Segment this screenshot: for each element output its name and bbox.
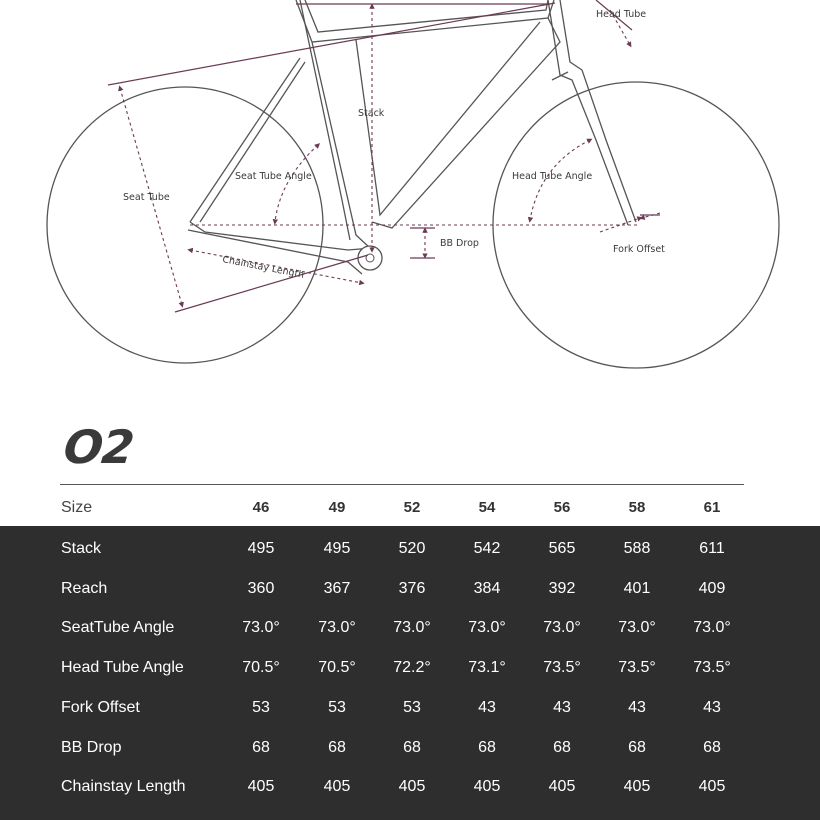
table-cell: 392 — [548, 579, 576, 597]
table-cell: 73.0° — [318, 619, 356, 637]
table-cell: 73.5° — [618, 659, 656, 677]
table-cell: 405 — [398, 778, 426, 796]
table-cell: 360 — [247, 579, 275, 597]
table-cell: 53 — [403, 698, 421, 716]
size-header-label: Size — [61, 499, 93, 516]
row-label: SeatTube Angle — [61, 619, 175, 637]
bike-geometry-diagram — [0, 0, 820, 400]
table-cell: 405 — [623, 778, 651, 796]
table-row — [0, 571, 820, 611]
table-cell: 70.5° — [318, 659, 356, 677]
table-cell: 73.0° — [693, 619, 731, 637]
size-col-header: 56 — [553, 499, 571, 516]
size-header-row — [0, 490, 820, 526]
table-cell: 405 — [323, 778, 351, 796]
table-cell: 495 — [247, 540, 275, 557]
table-cell: 73.0° — [393, 619, 431, 637]
label-seat-tube-angle: Seat Tube Angle — [235, 171, 312, 182]
table-cell: 73.1° — [468, 659, 506, 677]
table-cell: 68 — [703, 738, 721, 756]
size-col-header: 61 — [703, 499, 721, 516]
table-cell: 43 — [553, 698, 571, 716]
row-label: Stack — [61, 540, 102, 557]
table-row — [0, 769, 820, 809]
label-bb-drop: BB Drop — [440, 238, 479, 249]
table-row — [0, 610, 820, 650]
size-col-header: 54 — [478, 499, 496, 516]
table-cell: 72.2° — [393, 659, 431, 677]
bottom-bracket — [358, 246, 382, 270]
row-label: BB Drop — [61, 738, 122, 756]
table-cell: 405 — [548, 778, 576, 796]
table-cell: 43 — [703, 698, 721, 716]
table-cell: 520 — [398, 540, 426, 557]
table-cell: 409 — [698, 579, 726, 597]
size-col-header: 58 — [628, 499, 646, 516]
label-stack: Stack — [358, 108, 385, 119]
table-cell: 405 — [247, 778, 275, 796]
table-cell: 73.0° — [543, 619, 581, 637]
table-cell: 73.0° — [618, 619, 656, 637]
frame — [188, 0, 636, 274]
table-cell: 68 — [478, 738, 496, 756]
table-row — [0, 650, 820, 690]
table-cell: 68 — [628, 738, 646, 756]
table-cell: 367 — [323, 579, 351, 597]
table-cell: 401 — [623, 579, 651, 597]
table-cell: 542 — [473, 540, 501, 557]
table-cell: 43 — [478, 698, 496, 716]
model-name: O2 — [61, 420, 136, 474]
table-cell: 73.5° — [693, 659, 731, 677]
table-cell: 68 — [252, 738, 270, 756]
table-row — [0, 690, 820, 730]
row-label: Chainstay Length — [61, 778, 186, 796]
table-cell: 43 — [628, 698, 646, 716]
table-cell: 384 — [473, 579, 501, 597]
table-cell: 68 — [403, 738, 421, 756]
table-cell: 70.5° — [242, 659, 280, 677]
row-label: Reach — [61, 579, 108, 597]
table-cell: 68 — [553, 738, 571, 756]
table-cell: 588 — [623, 540, 651, 557]
table-cell: 53 — [328, 698, 346, 716]
label-head-tube: Head Tube — [596, 9, 647, 20]
table-cell: 611 — [699, 540, 725, 557]
table-cell: 405 — [698, 778, 726, 796]
table-cell: 565 — [548, 540, 576, 557]
size-col-header: 49 — [328, 499, 346, 516]
table-cell: 405 — [473, 778, 501, 796]
row-label: Head Tube Angle — [61, 659, 184, 677]
table-cell: 376 — [398, 579, 426, 597]
table-row — [0, 531, 820, 571]
table-cell: 73.5° — [543, 659, 581, 677]
label-fork-offset: Fork Offset — [613, 244, 665, 255]
table-cell: 68 — [328, 738, 346, 756]
header-divider — [60, 484, 744, 485]
table-cell: 53 — [252, 698, 270, 716]
label-chainstay-length: Chainstay Length — [221, 254, 306, 281]
table-cell: 73.0° — [242, 619, 280, 637]
table-cell: 495 — [323, 540, 351, 557]
table-row — [0, 730, 820, 770]
label-head-tube-angle: Head Tube Angle — [512, 171, 593, 182]
size-col-header: 52 — [403, 499, 421, 516]
geometry-table — [0, 526, 820, 820]
label-seat-tube: Seat Tube — [123, 192, 170, 203]
table-cell: 73.0° — [468, 619, 506, 637]
row-label: Fork Offset — [61, 698, 140, 716]
size-col-header: 46 — [252, 499, 270, 516]
